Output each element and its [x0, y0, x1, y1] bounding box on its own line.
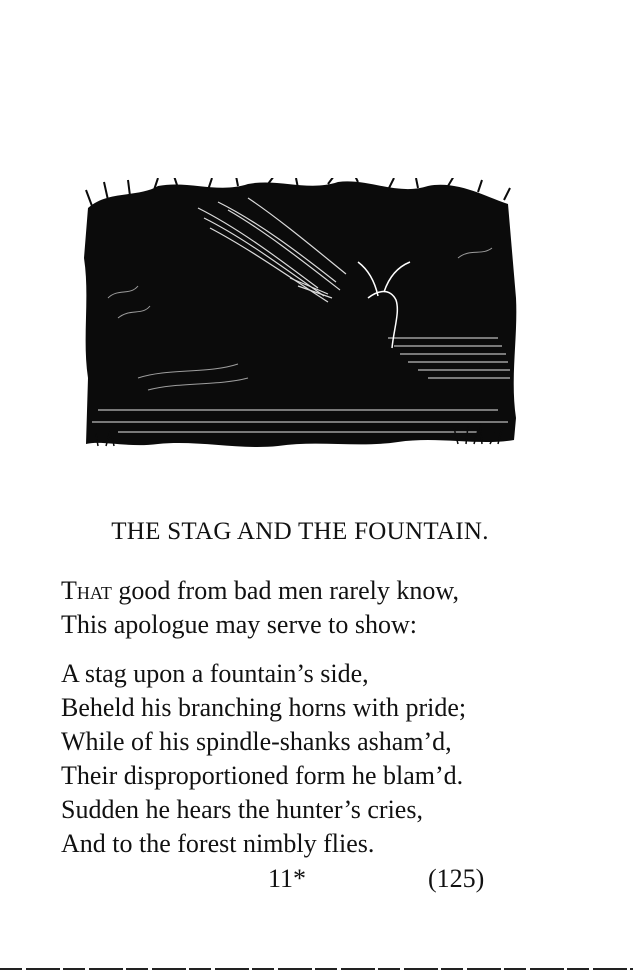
- verse-line: Their disproportioned form he blam’d.: [61, 761, 464, 790]
- verse-line: While of his spindle-shanks asham’d,: [61, 727, 452, 756]
- stanza-1: [61, 574, 581, 642]
- verse-line: And to the forest nimbly flies.: [61, 829, 375, 858]
- page-number: (125): [428, 864, 485, 893]
- signature-mark: 11*: [268, 864, 307, 893]
- verse-line: This apologue may serve to show:: [61, 610, 417, 639]
- initial-small-caps-word: That: [61, 576, 112, 605]
- poem-title: [58, 518, 542, 546]
- verse-line-rest: good from bad men rarely know,: [111, 576, 459, 605]
- bottom-rule: [0, 968, 633, 970]
- verse-line: Beheld his branching horns with pride;: [61, 693, 467, 722]
- stag-woodcut-illustration: [78, 178, 522, 478]
- stanza-2: [61, 657, 581, 861]
- verse-line: [61, 574, 581, 608]
- verse-line: Sudden he hears the hunter’s cries,: [61, 795, 423, 824]
- verse-line: A stag upon a fountain’s side,: [61, 659, 369, 688]
- poem-title-text: THE STAG AND THE FOUNTAIN.: [111, 518, 489, 545]
